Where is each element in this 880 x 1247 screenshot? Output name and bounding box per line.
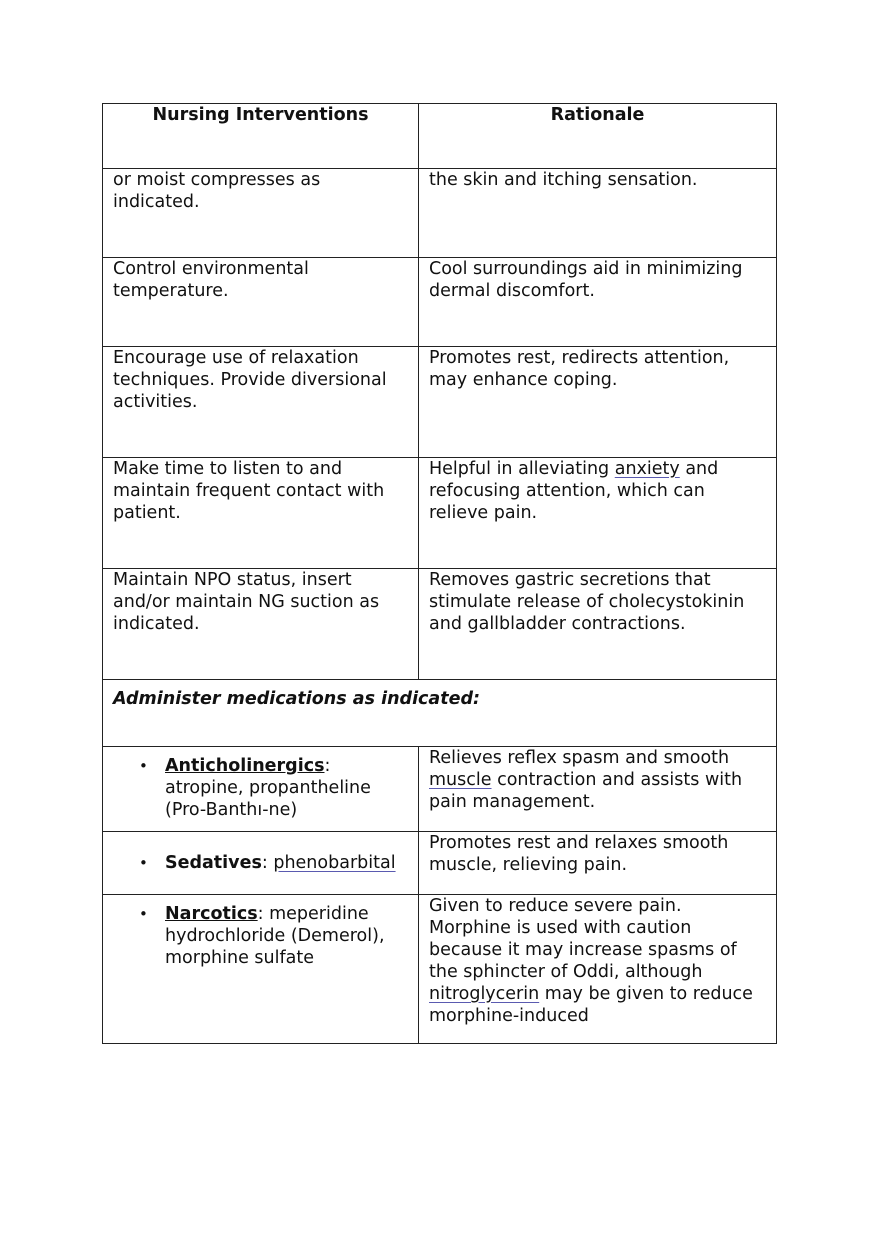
- table-row: [103, 458, 777, 569]
- anxiety-link[interactable]: anxiety: [614, 459, 680, 479]
- muscle-link[interactable]: muscle: [429, 770, 492, 790]
- drug-class-anticholinergics[interactable]: Anticholinergics: [165, 756, 325, 776]
- rationale-text-end: and refocusing attention, which can relieve pain.: [429, 459, 719, 523]
- drug-class-sedatives: Sedatives: [165, 853, 262, 873]
- intervention-text: Control environmental temperature.: [113, 259, 309, 301]
- drug-names: meperidine hydrochloride (Demerol), morphine sulfate: [165, 904, 385, 968]
- header-rationale: Rationale: [419, 104, 777, 169]
- medication-item: [103, 747, 418, 821]
- intervention-cell: [103, 569, 419, 680]
- phenobarbital-link[interactable]: phenobarbital: [273, 853, 396, 873]
- drug-class-separator: :: [257, 904, 264, 924]
- drug-class-narcotics[interactable]: Narcotics: [165, 904, 258, 924]
- medication-item: [103, 832, 418, 874]
- rationale-text: the skin and itching sensation.: [429, 170, 698, 190]
- rationale-text-start: Given to reduce severe pain. Morphine is used with caution because it may increase spasms of the sphincter of Oddi, although: [429, 896, 737, 982]
- table-row: [103, 169, 777, 258]
- table-row: [103, 258, 777, 347]
- medications-heading: Administer medications as indicated:: [113, 689, 481, 709]
- intervention-text: Make time to listen to and maintain frequent contact with patient.: [113, 459, 385, 523]
- bullet-icon: •: [139, 905, 148, 923]
- rationale-text: Promotes rest and relaxes smooth muscle, relieving pain.: [429, 833, 729, 875]
- intervention-cell: [103, 347, 419, 458]
- table-row: [103, 569, 777, 680]
- bullet-icon: •: [139, 854, 148, 872]
- drug-names: atropine, propantheline (Pro-Banthı-ne): [165, 778, 371, 820]
- medications-heading-row: [103, 680, 777, 747]
- rationale-text: [419, 747, 776, 813]
- rationale-text-end: contraction and assists with pain management.: [429, 770, 743, 812]
- rationale-text-start: Relieves reflex spasm and smooth: [429, 748, 730, 768]
- intervention-cell: [103, 258, 419, 347]
- intervention-text: Maintain NPO status, insert and/or maintain NG suction as indicated.: [113, 570, 380, 634]
- rationale-cell: [419, 458, 777, 569]
- rationale-cell: [419, 895, 777, 1044]
- intervention-cell: [103, 169, 419, 258]
- rationale-cell: [419, 169, 777, 258]
- intervention-text: or moist compresses as indicated.: [113, 170, 321, 212]
- rationale-text: Promotes rest, redirects attention, may enhance coping.: [429, 348, 730, 390]
- rationale-text: Cool surroundings aid in minimizing dermal discomfort.: [429, 259, 743, 301]
- rationale-text: [419, 895, 776, 1027]
- medication-cell: [103, 832, 419, 895]
- drug-class-separator: :: [324, 756, 331, 776]
- medications-heading-cell: [103, 680, 777, 747]
- rationale-cell: [419, 747, 777, 832]
- table-row: [103, 747, 777, 832]
- nitroglycerin-link[interactable]: nitroglycerin: [429, 984, 540, 1004]
- table-row: [103, 347, 777, 458]
- header-interventions: Nursing Interventions: [103, 104, 419, 169]
- medication-item: [103, 895, 418, 969]
- rationale-cell: [419, 832, 777, 895]
- medication-cell: [103, 895, 419, 1044]
- rationale-text: Removes gastric secretions that stimulate release of cholecystokinin and gallbladder contractions.: [429, 570, 745, 634]
- rationale-cell: [419, 258, 777, 347]
- rationale-text-start: Helpful in alleviating: [429, 459, 615, 479]
- intervention-text: Encourage use of relaxation techniques. Provide diversional activities.: [113, 348, 387, 412]
- table-header-row: [103, 104, 777, 169]
- drug-class-separator: :: [261, 853, 274, 873]
- medication-cell: [103, 747, 419, 832]
- rationale-cell: [419, 569, 777, 680]
- nursing-care-table: [102, 103, 777, 1044]
- rationale-text-end: may be given to reduce morphine-induced: [429, 984, 753, 1026]
- intervention-cell: [103, 458, 419, 569]
- table-row: [103, 832, 777, 895]
- table-row: [103, 895, 777, 1044]
- rationale-text: [419, 458, 776, 524]
- bullet-icon: •: [139, 757, 148, 775]
- rationale-cell: [419, 347, 777, 458]
